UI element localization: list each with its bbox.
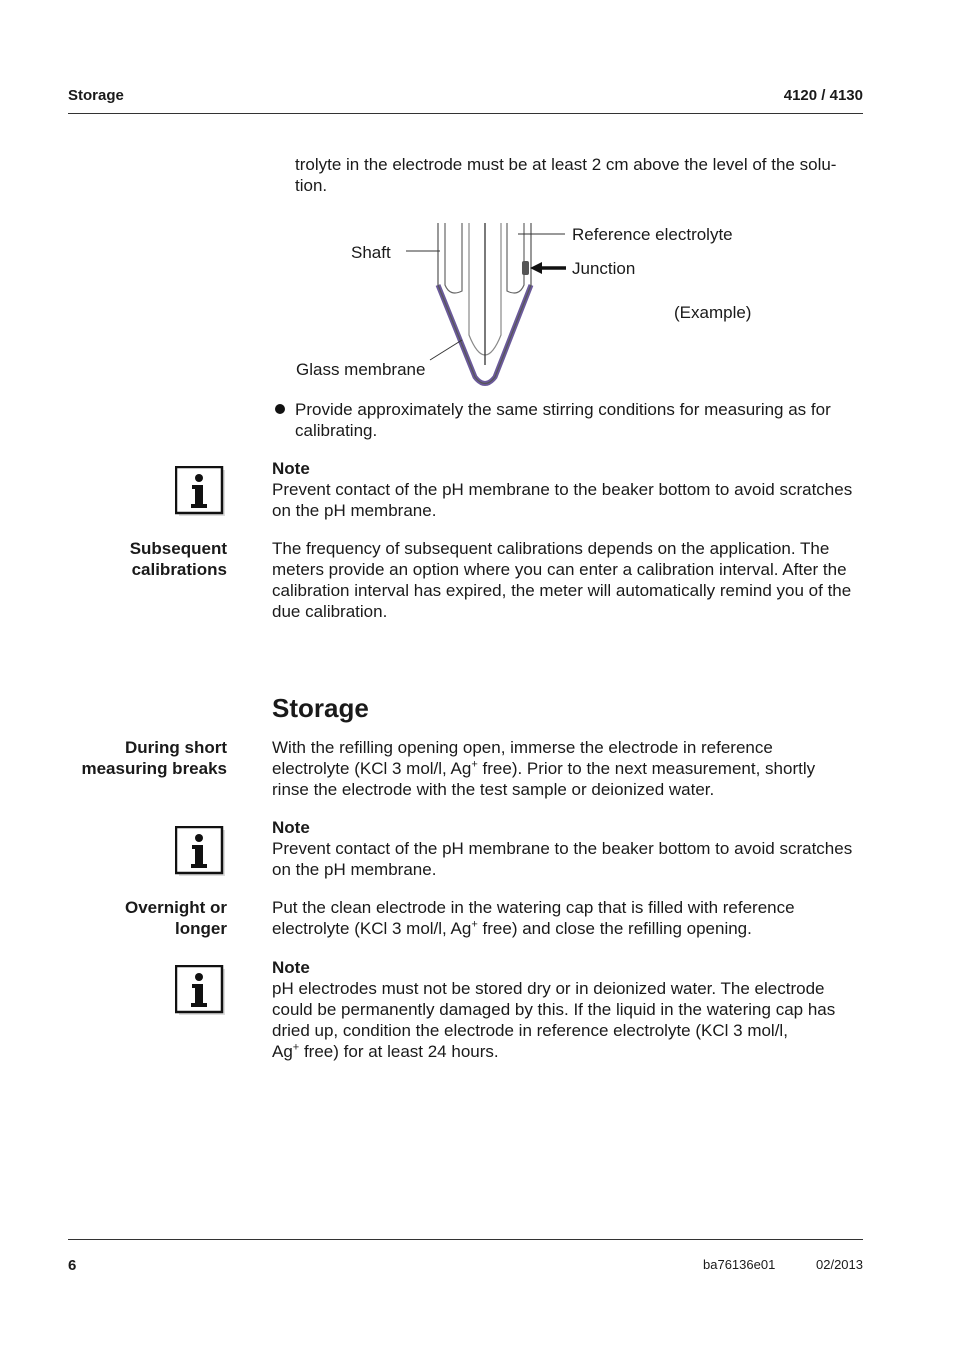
section-heading-storage: Storage: [272, 693, 369, 723]
bullet-line-1: Provide approximately the same stirring conditions for measuring as for: [295, 400, 831, 419]
side-line: longer: [175, 919, 227, 938]
running-header-title: Storage: [68, 87, 124, 104]
intro-paragraph: [295, 154, 865, 196]
footer-rule: [68, 1239, 863, 1240]
paragraph-line: meters provide an option where you can enter a calibration interval. After the: [272, 560, 847, 579]
junction-arrow-head: [530, 262, 542, 274]
superscript: +: [292, 1041, 300, 1054]
intro-line-2: tion.: [295, 176, 328, 195]
short-breaks-paragraph: [272, 737, 867, 800]
label-shaft: Shaft: [351, 243, 391, 262]
paragraph-line: due calibration.: [272, 602, 388, 621]
superscript: +: [471, 758, 478, 771]
paragraph-line: [272, 758, 867, 779]
text-run: Ag: [272, 1042, 293, 1061]
text-run: free) and close the refilling opening.: [477, 919, 752, 938]
side-heading-short-breaks: [27, 737, 227, 779]
info-icon: [175, 826, 227, 878]
note-3-line-1: pH electrodes must not be stored dry or in deionized water. The electrode: [272, 979, 825, 998]
paragraph-line: rinse the electrode with the test sample or deionized water.: [272, 780, 715, 799]
note-1-line-2: on the pH membrane.: [272, 501, 437, 520]
overnight-paragraph: [272, 897, 867, 939]
side-line: Overnight or: [124, 898, 227, 917]
text-run: electrolyte (KCl 3 mol/l, Ag: [272, 919, 472, 938]
note-2-line-2: on the pH membrane.: [272, 860, 437, 879]
label-glass-membrane: Glass membrane: [296, 360, 426, 379]
paragraph-line: The frequency of subsequent calibrations depends on the application. The: [272, 539, 830, 558]
note-1-title: Note: [272, 459, 310, 478]
junction-block: [522, 261, 529, 275]
document-id: ba76136e01: [703, 1257, 776, 1272]
paragraph-line: With the refilling opening open, immerse the electrode in reference: [272, 738, 773, 757]
side-heading-overnight: [27, 897, 227, 939]
label-junction: Junction: [572, 259, 636, 278]
page-number: 6: [68, 1257, 77, 1274]
side-line: Subsequent: [129, 539, 227, 558]
paragraph-line: [272, 918, 867, 939]
note-3-line-3: dried up, condition the electrode in reference electrolyte (KCl 3 mol/l,: [272, 1021, 788, 1040]
intro-line-1: trolyte in the electrode must be at least 2 cm above the level of the solu-: [295, 155, 837, 174]
label-reference-electrolyte: Reference electrolyte: [572, 225, 733, 244]
text-run: free) for at least 24 hours.: [299, 1042, 499, 1061]
bullet-line-2: calibrating.: [295, 421, 378, 440]
label-example: (Example): [674, 303, 752, 322]
text-run: free). Prior to the next measurement, shortly: [477, 759, 816, 778]
note-2-line-1: Prevent contact of the pH membrane to the beaker bottom to avoid scratches: [272, 839, 853, 858]
info-icon: [175, 965, 227, 1017]
paragraph-line: Put the clean electrode in the watering cap that is filled with reference: [272, 898, 795, 917]
side-line: measuring breaks: [81, 759, 227, 778]
bullet-text: [295, 399, 865, 441]
electrode-figure: [290, 215, 790, 395]
note-3-line-2: could be permanently damaged by this. If the liquid in the watering cap has: [272, 1000, 836, 1019]
bullet-dot: [275, 404, 285, 414]
subsequent-paragraph: [272, 538, 867, 622]
header-rule: [68, 113, 863, 114]
document-date: 02/2013: [816, 1257, 863, 1272]
left-chamber: [445, 223, 462, 293]
note-3: [272, 957, 867, 1062]
running-header-model: 4120 / 4130: [783, 87, 863, 104]
note-3-line-4: [272, 1041, 867, 1062]
note-1: [272, 458, 867, 521]
glass-membrane-leader: [430, 340, 462, 360]
superscript: +: [471, 918, 478, 931]
paragraph-line: calibration interval has expired, the meter will automatically remind you of the: [272, 581, 852, 600]
note-2-title: Note: [272, 818, 310, 837]
note-2: [272, 817, 867, 880]
note-3-title: Note: [272, 958, 310, 977]
note-1-line-1: Prevent contact of the pH membrane to the beaker bottom to avoid scratches: [272, 480, 853, 499]
text-run: electrolyte (KCl 3 mol/l, Ag: [272, 759, 472, 778]
side-line: During short: [125, 738, 227, 757]
side-line: calibrations: [131, 560, 227, 579]
info-icon: [175, 466, 227, 518]
side-heading-subsequent-calibrations: [27, 538, 227, 580]
